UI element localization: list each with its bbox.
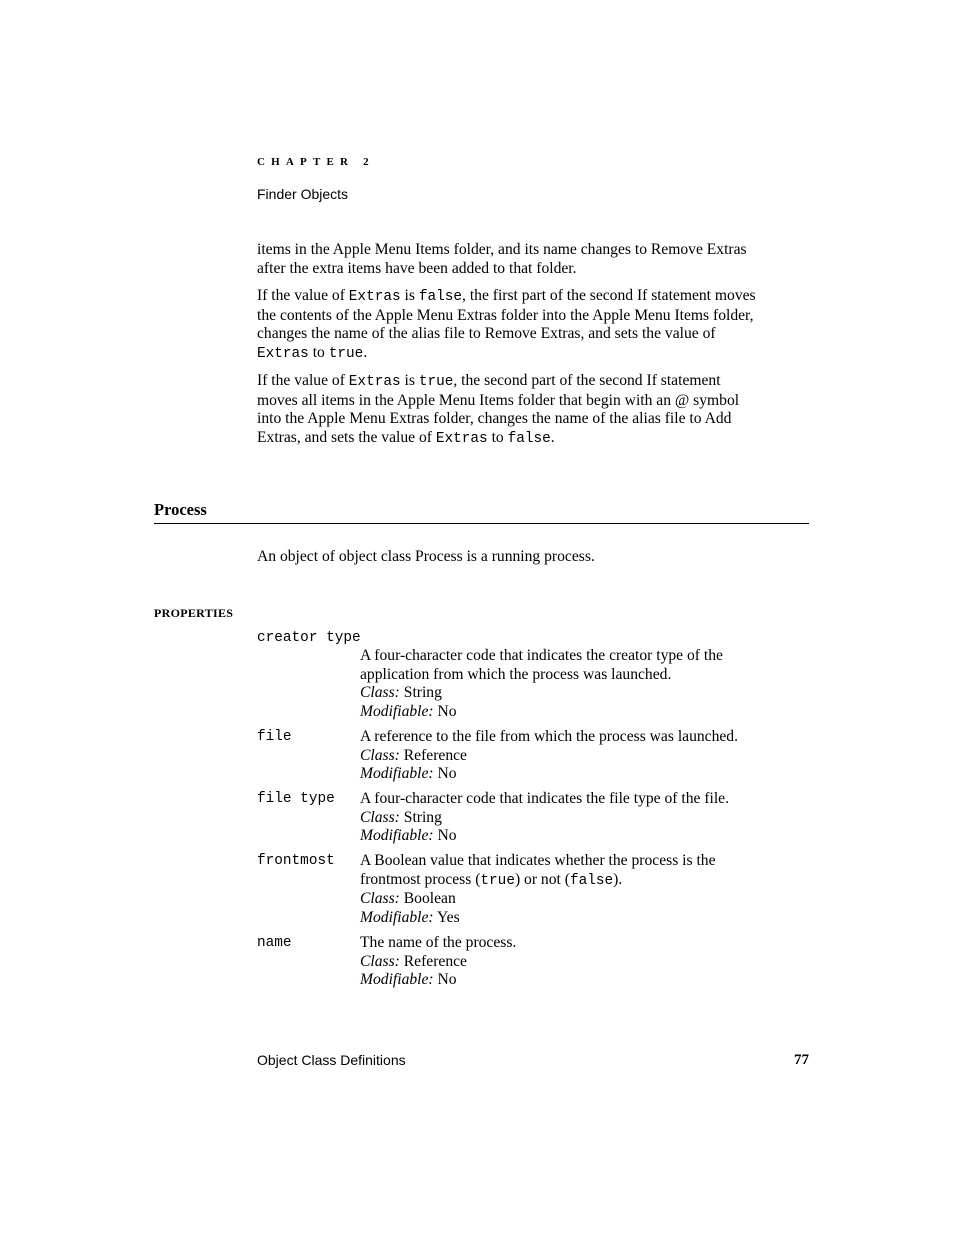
paragraph-line bbox=[257, 344, 812, 364]
code-term: Extras bbox=[348, 289, 401, 305]
text-run: ) or not ( bbox=[514, 870, 570, 888]
paragraph-line: the contents of the Apple Menu Extras folder into the Apple Menu Items folder, bbox=[257, 306, 754, 324]
chapter-label: CHAPTER 2 bbox=[257, 156, 375, 168]
code-term: Extras bbox=[435, 430, 488, 447]
section-description: An object of object class Process is a running process. bbox=[257, 548, 595, 565]
properties-label: PROPERTIES bbox=[154, 606, 234, 620]
code-term: Extras bbox=[257, 345, 309, 362]
desc-line bbox=[360, 871, 800, 891]
modifiable-value: No bbox=[433, 827, 457, 845]
class-line bbox=[360, 953, 800, 972]
class-value: String bbox=[399, 684, 442, 702]
paragraph-line: after the extra items have been added to that folder. bbox=[257, 259, 577, 277]
code-term: Extras bbox=[348, 374, 401, 390]
paragraph-line: changes the name of the alias file to Remove Extras, and sets the value of bbox=[257, 325, 716, 343]
intro-paragraph-3 bbox=[257, 372, 812, 448]
modifiable-line bbox=[360, 765, 800, 784]
paragraph-line: into the Apple Menu Extras folder, changes the name of the alias file to Add bbox=[257, 410, 732, 428]
running-title: Finder Objects bbox=[257, 186, 349, 202]
modifiable-label: Modifiable: bbox=[360, 702, 434, 720]
text-run: is bbox=[400, 287, 419, 304]
desc-line: A reference to the file from which the process was launched. bbox=[360, 728, 738, 745]
text-run: to bbox=[308, 343, 329, 361]
class-value: Reference bbox=[399, 952, 467, 970]
text-run: frontmost process ( bbox=[360, 870, 481, 888]
modifiable-value: No bbox=[433, 702, 457, 720]
modifiable-label: Modifiable: bbox=[360, 908, 434, 926]
class-value: String bbox=[399, 808, 442, 826]
class-value: Boolean bbox=[399, 890, 456, 908]
text-run: If the value of bbox=[257, 287, 349, 304]
desc-line: A four-character code that indicates the file type of the file. bbox=[360, 790, 730, 807]
paragraph-line: items in the Apple Menu Items folder, and its name changes to Remove Extras bbox=[257, 241, 747, 258]
paragraph-line bbox=[257, 372, 812, 392]
intro-paragraph-2 bbox=[257, 287, 812, 363]
modifiable-value: Yes bbox=[433, 908, 460, 926]
section-divider bbox=[154, 523, 809, 524]
code-term: false bbox=[418, 289, 463, 305]
intro-paragraph-1 bbox=[257, 241, 812, 278]
text-run: . bbox=[363, 343, 368, 361]
modifiable-line bbox=[360, 827, 800, 846]
property-desc-creator-type bbox=[360, 647, 800, 721]
class-line bbox=[360, 809, 800, 828]
property-desc-frontmost bbox=[360, 852, 800, 927]
class-label: Class: bbox=[360, 746, 400, 764]
class-value: Reference bbox=[399, 746, 467, 764]
property-name-name: name bbox=[257, 935, 292, 951]
property-desc-file-type bbox=[360, 790, 800, 846]
property-desc-name bbox=[360, 934, 800, 990]
modifiable-line bbox=[360, 909, 800, 928]
text-run: . bbox=[550, 428, 555, 446]
property-name-frontmost: frontmost bbox=[257, 853, 335, 869]
property-name-file: file bbox=[257, 729, 292, 745]
desc-line: The name of the process. bbox=[360, 934, 517, 951]
desc-line: A four-character code that indicates the creator type of the bbox=[360, 647, 723, 664]
text-run: ). bbox=[613, 870, 623, 888]
code-term: false bbox=[569, 872, 614, 889]
paragraph-line: moves all items in the Apple Menu Items folder that begin with an @ symbol bbox=[257, 391, 740, 409]
class-line bbox=[360, 890, 800, 909]
paragraph-line bbox=[257, 287, 812, 307]
text-run: Extras, and sets the value of bbox=[257, 428, 436, 446]
paragraph-line bbox=[257, 429, 812, 449]
text-run: to bbox=[487, 428, 508, 446]
property-name-file-type: file type bbox=[257, 791, 335, 807]
class-line bbox=[360, 684, 800, 703]
text-run: , the first part of the second If statement moves bbox=[462, 287, 756, 304]
footer-title: Object Class Definitions bbox=[257, 1052, 406, 1068]
text-run: If the value of bbox=[257, 372, 349, 389]
section-heading: Process bbox=[154, 500, 207, 519]
class-label: Class: bbox=[360, 684, 400, 702]
code-term: true bbox=[328, 345, 364, 362]
property-desc-file bbox=[360, 728, 800, 784]
text-run: , the second part of the second If statement bbox=[453, 372, 721, 389]
page-number: 77 bbox=[794, 1052, 809, 1068]
code-term: true bbox=[480, 872, 515, 889]
code-term: false bbox=[507, 430, 551, 447]
desc-line: A Boolean value that indicates whether the process is the bbox=[360, 852, 716, 869]
modifiable-line bbox=[360, 703, 800, 722]
modifiable-value: No bbox=[433, 971, 457, 989]
modifiable-label: Modifiable: bbox=[360, 971, 434, 989]
code-term: true bbox=[418, 374, 454, 390]
desc-line: application from which the process was launched. bbox=[360, 665, 672, 683]
class-label: Class: bbox=[360, 890, 400, 908]
modifiable-label: Modifiable: bbox=[360, 827, 434, 845]
property-name-creator-type: creator type bbox=[257, 630, 361, 646]
modifiable-line bbox=[360, 971, 800, 990]
class-label: Class: bbox=[360, 952, 400, 970]
modifiable-value: No bbox=[433, 765, 457, 783]
text-run: is bbox=[400, 372, 419, 389]
class-line bbox=[360, 747, 800, 766]
modifiable-label: Modifiable: bbox=[360, 765, 434, 783]
class-label: Class: bbox=[360, 808, 400, 826]
